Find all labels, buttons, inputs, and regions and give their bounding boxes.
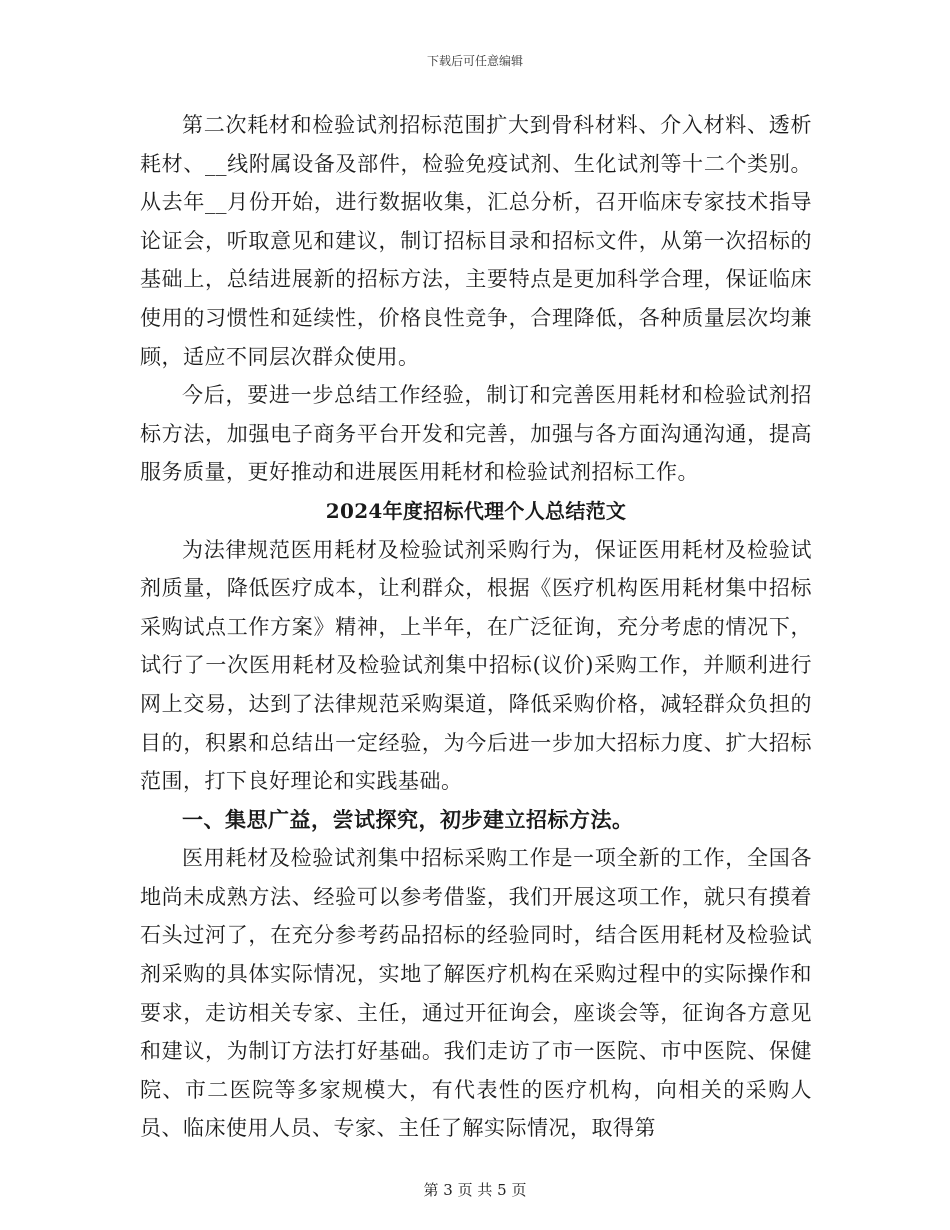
page-header-note: 下载后可任意编辑 — [426, 54, 523, 68]
paragraph-consumables-scope: 第二次耗材和检验试剂招标范围扩大到骨科材料、介入材料、透析耗材、__线附属设备及部件，检验免疫试剂、生化试剂等十二个类别。从去年__月份开始，进行数据收集，汇总分析，召开临床专家技术指导论证会，听取意见和建议，制订招标目录和招标文件，从第一次招标的基础上，总结进展新的招标方法，主要特点是更加科学合理，保证临床使用的习惯性和延续性，价格良性竞争，合理降低，各种质量层次均兼顾，适应不同层次群众使用。 — [140, 113, 812, 369]
paragraph-introduction: 为法律规范医用耗材及检验试剂采购行为，保证医用耗材及检验试剂质量，降低医疗成本，让利群众，根据《医疗机构医用耗材集中招标采购试点工作方案》精神，上半年，在广泛征询，充分考虑的情况下，试行了一次医用耗材及检验试剂集中招标(议价)采购工作，并顺利进行网上交易，达到了法律规范采购渠道，降低采购价格，减轻群众负担的目的，积累和总结出一定经验，为今后进一步加大招标力度、扩大招标范围，打下良好理论和实践基础。 — [140, 537, 812, 794]
page-number: 第 3 页 共 5 页 — [423, 1181, 527, 1199]
document-title: 2024年度招标代理个人总结范文 — [325, 498, 627, 523]
paragraph-section-1-body: 医用耗材及检验试剂集中招标采购工作是一项全新的工作，全国各地尚未成熟方法、经验可以参考借鉴，我们开展这项工作，就只有摸着石头过河了，在充分参考药品招标的经验同时，结合医用耗材及检验试剂采购的具体实际情况，实地了解医疗机构在采购过程中的实际操作和要求，走访相关专家、主任，通过开征询会，座谈会等，征询各方意见和建议，为制订方法打好基础。我们走访了市一医院、市中医院、保健院、市二医院等多家规模大，有代表性的医疗机构，向相关的采购人员、临床使用人员、专家、主任了解实际情况，取得第 — [140, 846, 812, 1141]
paragraph-future-plans: 今后，要进一步总结工作经验，制订和完善医用耗材和检验试剂招标方法，加强电子商务平台开发和完善，加强与各方面沟通沟通，提高服务质量，更好推动和进展医用耗材和检验试剂招标工作。 — [140, 383, 812, 485]
section-heading-1: 一、集思广益，尝试探究，初步建立招标方法。 — [182, 806, 634, 832]
document-body — [140, 106, 812, 1148]
